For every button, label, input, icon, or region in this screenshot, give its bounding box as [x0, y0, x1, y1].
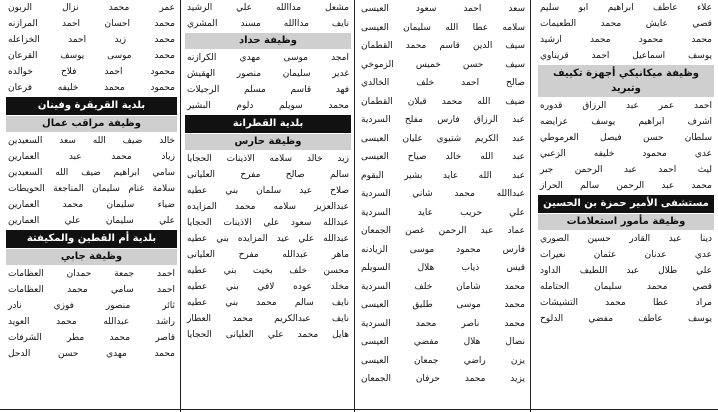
- list-item: سيف الدين قاسم محمد القطمان: [361, 41, 525, 51]
- list-item: غدير سليمان منصور الهقيش: [187, 69, 349, 79]
- list-item: علي حريب عايد السردية: [361, 207, 525, 218]
- list-item: محمود احمد فلاح خوالده: [8, 67, 175, 77]
- list-item: راشد عبدالله محمد العويد: [8, 317, 175, 327]
- list-item: مراد عطا محمد التشيشات: [540, 298, 712, 308]
- list-item: ضيف الله محمد قبلان القطمان: [361, 96, 525, 107]
- list-item: محمد سويلم دلوم البشير: [187, 101, 349, 111]
- column-3: [183, 0, 353, 412]
- list-item: عبد الله عايد بشير البقوم: [361, 170, 525, 181]
- column-2: [357, 0, 529, 412]
- list-item: ثائر منصور فوزي نادر: [8, 301, 175, 311]
- list-item: يزن راضي جمعان العيسى: [361, 355, 525, 366]
- list-item: نضال هلال مفضي العيسى: [361, 337, 525, 347]
- list-item: عبد الكريم شتيوي عليان العيسى: [361, 133, 525, 144]
- column-divider: [354, 0, 355, 412]
- list-item: محمد ناصر محمد السردية: [361, 318, 525, 329]
- list-item: ليث احمد عبد الرحمن جبر: [540, 165, 712, 175]
- list-item: محمد احسان احمد المرازنه: [8, 19, 175, 29]
- list-item: زيد خالد سلامه الاذينات الحجايا: [187, 154, 349, 164]
- section-heading-job: وظيفة حداد: [185, 33, 351, 49]
- list-item: محمد زيد احمد الخزاعله: [8, 35, 175, 45]
- column-divider: [530, 0, 531, 412]
- list-item: امجد موسى مهدي الكرازنه: [187, 53, 349, 63]
- list-item: فارس محمود موسى الزيادنه: [361, 244, 525, 255]
- section-heading-institution: بلدية القطرانة: [185, 115, 351, 133]
- list-item: صلاح عيد سلمان بني عطيه: [187, 186, 349, 196]
- list-item: سالم صالح مفرح العليانى: [187, 170, 349, 180]
- list-item: عماد عبد الرحمن غصن الجمعان: [361, 226, 525, 236]
- list-item: ماهر عبدالله مفرح العليانى: [187, 250, 349, 260]
- list-item: عدي محمود خليفه الزعبي: [540, 149, 712, 159]
- list-item: محمد موسى يوسف القرعان: [8, 51, 175, 61]
- column-4: [4, 0, 179, 412]
- list-item: عبدالله سعود علي الاذينات الحجايا: [187, 218, 349, 228]
- column-divider: [180, 0, 181, 412]
- list-item: اشرف ابراهيم يوسف عرايضه: [540, 117, 712, 127]
- list-item: احمد سامي محمد العظامات: [8, 285, 175, 295]
- list-item: سلطان حسن فيصل العرموطي: [540, 133, 712, 143]
- list-item: قصي محمد سليمان الحتامله: [540, 282, 712, 292]
- column-1: [536, 0, 716, 412]
- list-item: علاء عاطف ابراهيم ابو سليم: [540, 3, 712, 13]
- list-item: سعد احمد سعود العيسى: [361, 4, 525, 14]
- list-item: خالد ضيف الله سعد السعيدين: [8, 136, 175, 146]
- section-heading-job: وظيفة مأمور استعلامات: [538, 214, 714, 230]
- name-list-bottom: [536, 231, 716, 327]
- section-heading-job: وظيفة مراقب عمال: [6, 116, 177, 132]
- list-item: سلامة غنام سليمان المناجعة الحويطات: [8, 184, 175, 194]
- list-item: نايف سالم محمد بني عطيه: [187, 298, 349, 308]
- list-item: عبد الرزاق فارس مفلح السردية: [361, 115, 525, 125]
- list-item: هايل محمد علي العليانى الحجايا: [187, 330, 349, 340]
- list-item: عبد الله خالد صياح العيسى: [361, 152, 525, 162]
- list-item: سلامه عطا الله سليمان العيسى: [361, 22, 525, 33]
- list-item: محمد عبد الرحمن سالم الحراز: [540, 181, 712, 191]
- list-item: صالح احمد خلف الخالدي: [361, 78, 525, 88]
- list-item: محمد موسى طليق العيسى: [361, 300, 525, 310]
- list-item: يوسف اسماعيل احمد قريناوي: [540, 51, 712, 61]
- list-item: عبداالله محمد شاني السردية: [361, 189, 525, 199]
- list-item: مشعل مداالله علي الرشيد: [187, 3, 349, 13]
- list-item: عبدالعزيز سلامه محمد المزايده: [187, 202, 349, 212]
- page-bottom-rule: [0, 409, 718, 410]
- list-item: مخلد عوده لافي بني عطيه: [187, 282, 349, 292]
- list-item: فهد قاسم مسلم الرجيلات: [187, 85, 349, 95]
- section-heading-job: وظيفة ميكانيكي أجهزة تكييف وتبريد: [538, 65, 714, 97]
- name-list-top: [536, 0, 716, 64]
- list-item: محمد شامان خلف السردية: [361, 281, 525, 292]
- list-item: عدي عدنان عثمان نعيرات: [540, 250, 712, 260]
- section-heading-institution: بلدية أم القطين والمكيفتة: [6, 230, 177, 248]
- list-item: قاصر محمد مطر الشرفات: [8, 333, 175, 343]
- list-item: احمد جمعة حمدان العظامات: [8, 269, 175, 279]
- list-item: يوسف عاطف مفضي الدلوح: [540, 314, 712, 324]
- list-item: سامي ابراهيم ضيف الله السعيدين: [8, 168, 175, 178]
- list-item: نايف عبدالكريم محمد العطار: [187, 314, 349, 324]
- list-item: قيس ذياب هلال السويلم: [361, 263, 525, 273]
- list-item: محسن خلف بخيت بني عطيه: [187, 266, 349, 276]
- list-item: علي سليمان علي العمارين: [8, 216, 175, 226]
- section-heading-institution: بلدية القريقرة وفينان: [6, 97, 177, 115]
- list-item: ضياء سليمان محمد العمارين: [8, 200, 175, 210]
- list-item: علي طلال عبد اللطيف الداود: [540, 266, 712, 276]
- list-item: نايف مداالله مسند المشري: [187, 19, 349, 29]
- section-heading-job: وظيفة جابي: [6, 249, 177, 265]
- section-heading-institution: مستشفى الأمير حمزة بن الحسين: [538, 195, 714, 213]
- list-item: دينا عبد القادر حسين الصوري: [540, 234, 712, 244]
- list-item: عمر محمد نزال الربون: [8, 3, 175, 13]
- list-item: محمد مهدي حسن الدحل: [8, 349, 175, 359]
- list-item: احمد عمر عبد الرزاق قدوره: [540, 101, 712, 111]
- list-item: محمد محمود محمد ارشيد: [540, 35, 712, 45]
- section-heading-job: وظيفة حارس: [185, 134, 351, 150]
- name-list-mid: [536, 98, 716, 194]
- list-item: يزيد محمد حرفان الجمعان: [361, 374, 525, 384]
- list-item: عبدالله علي عيد المزايده بني عطيه: [187, 234, 349, 244]
- list-item: زياد محمد عبد العمارين: [8, 152, 175, 162]
- list-item: سيف حسن خميس الزموخي: [361, 59, 525, 70]
- list-item: قصي عايش محمد الطعيمات: [540, 19, 712, 29]
- list-item: محمود محمد خليفه فرعان: [8, 83, 175, 93]
